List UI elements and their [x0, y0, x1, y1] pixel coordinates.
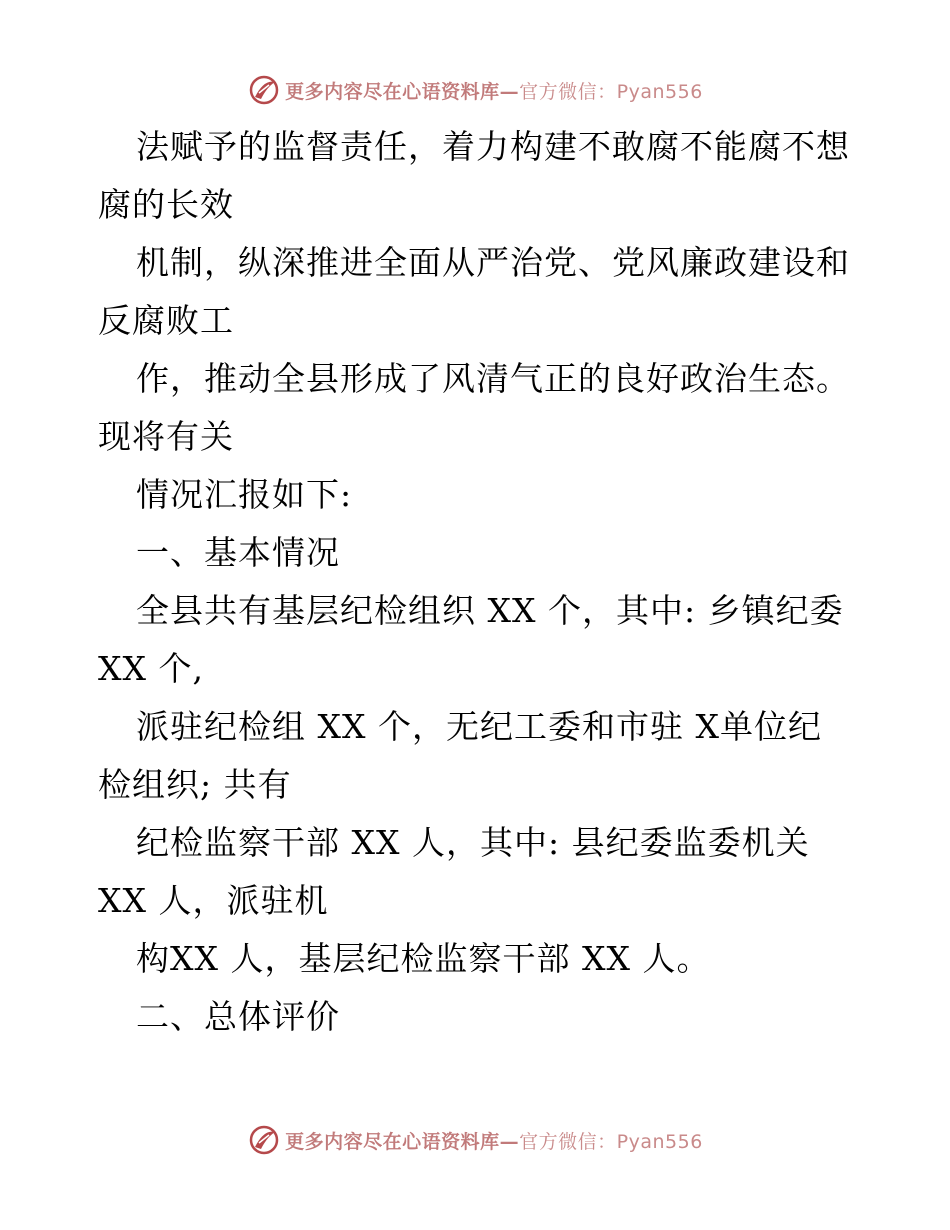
- document-body: [98, 118, 858, 1046]
- banner-wechat-text: 官方微信：Pyan556: [519, 1130, 703, 1153]
- section-heading: 二、总体评价: [136, 997, 340, 1036]
- text-line: 全县共有基层纪检组织 XX 个，其中: 乡镇纪委: [136, 591, 844, 630]
- text-line: 检组织; 共有: [98, 765, 292, 804]
- text-line: XX 个,: [98, 649, 204, 688]
- text-line: 腐的长效: [98, 185, 234, 224]
- text-line: 反腐败工: [98, 301, 234, 340]
- text-line: 机制，纵深推进全面从严治党、党风廉政建设和: [136, 243, 850, 282]
- text-line: XX 人，派驻机: [98, 881, 329, 920]
- logo-icon: [247, 73, 281, 107]
- text-line: 纪检监察干部 XX 人，其中: 县纪委监委机关: [136, 823, 810, 862]
- banner-main-text: 更多内容尽在心语资料库—: [285, 1130, 520, 1153]
- header-banner: [0, 70, 950, 110]
- text-line: 构XX 人，基层纪检监察干部 XX 人。: [136, 939, 711, 978]
- logo-icon: [247, 1123, 281, 1157]
- banner-wechat-text: 官方微信：Pyan556: [519, 80, 703, 103]
- banner-main-text: 更多内容尽在心语资料库—: [285, 80, 520, 103]
- footer-banner: [0, 1120, 950, 1160]
- banner-text: [285, 1127, 703, 1154]
- section-heading: 一、基本情况: [136, 533, 340, 572]
- text-line: 现将有关: [98, 417, 234, 456]
- text-line: 派驻纪检组 XX 个，无纪工委和市驻 X单位纪: [136, 707, 822, 746]
- text-line: 法赋予的监督责任，着力构建不敢腐不能腐不想: [136, 127, 850, 166]
- text-line: 情况汇报如下:: [136, 475, 353, 514]
- banner-text: [285, 77, 703, 104]
- text-line: 作，推动全县形成了风清气正的良好政治生态。: [136, 359, 850, 398]
